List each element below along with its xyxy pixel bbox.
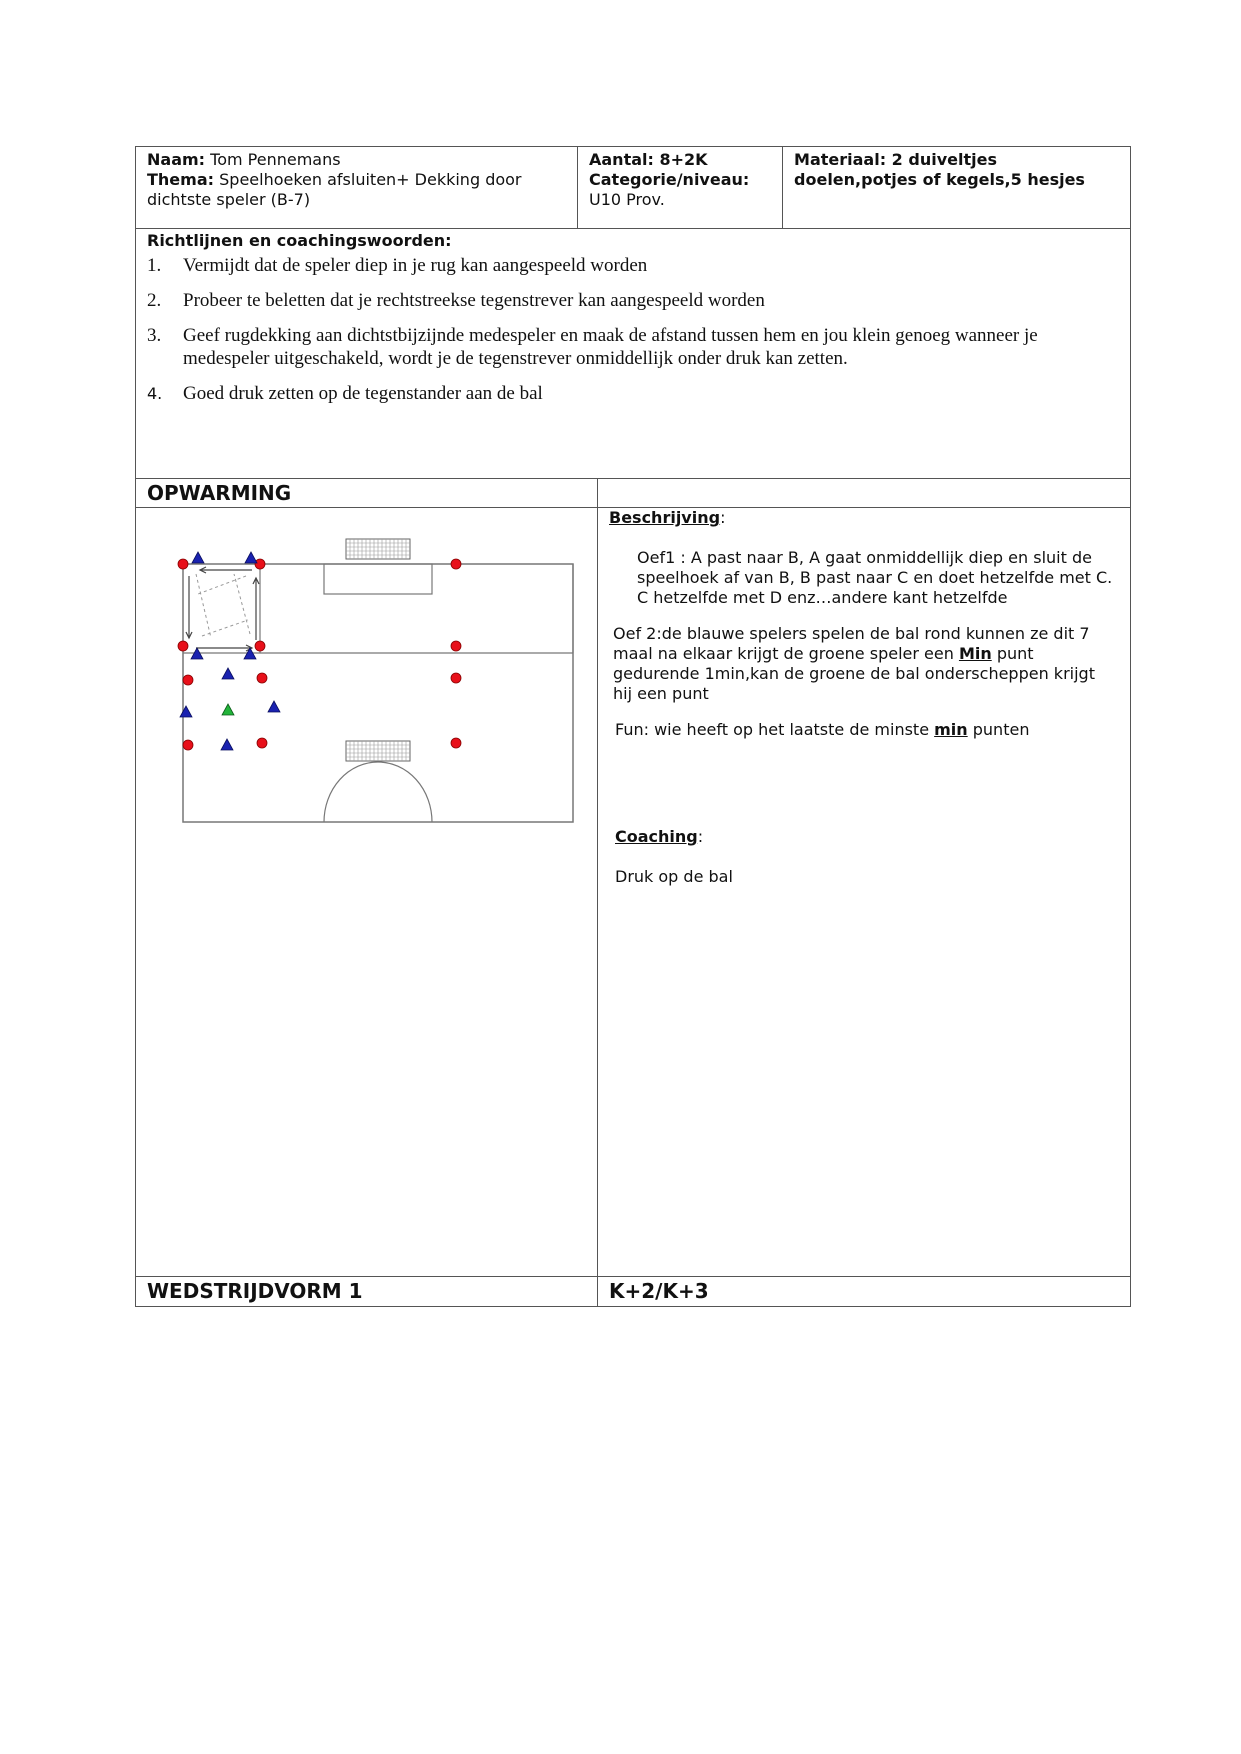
item-number: 2.: [147, 290, 162, 311]
item-text: Geef rugdekking aan dichtstbijzijnde medespeler en maak de afstand tussen hem en jou klein genoeg wanneer je medespeler uitgeschakeld, wordt je de tegenstrever onmiddellijk onder druk kan zetten.: [183, 325, 1038, 369]
colon: :: [720, 508, 726, 527]
description-label: Beschrijving: [609, 508, 721, 527]
fun-bold: min: [934, 720, 968, 739]
coaching-label: Coaching: [615, 827, 698, 846]
goal-box: [324, 564, 432, 594]
blue-player-icon: [180, 706, 192, 717]
oef2-bold: Min: [958, 644, 992, 663]
semicircle: [324, 762, 432, 822]
cone-icon: [257, 738, 267, 748]
cone-icon: [451, 559, 461, 569]
cone-icon: [451, 738, 461, 748]
blue-player-icon: [192, 552, 204, 563]
colon: :: [697, 827, 704, 846]
cone-icon: [451, 673, 461, 683]
blue-player-icon: [268, 701, 280, 712]
aantal: Aantal: 8+2K: [589, 150, 708, 169]
fun-before: Fun: wie heeft op het laatste de minste: [615, 720, 935, 739]
list-item: [147, 289, 1116, 312]
pass-arrows-icon: [186, 567, 259, 651]
categorie-label: Categorie/niveau:: [589, 170, 750, 189]
naam-label: Naam:: [147, 150, 206, 169]
match-title-cell: [136, 1277, 598, 1307]
item-number: 1.: [147, 255, 162, 276]
name-theme-cell: [136, 147, 578, 229]
warmup-content-row: [136, 508, 1131, 1277]
training-form: [135, 146, 1131, 1307]
fun-after: punten: [967, 720, 1030, 739]
session-sheet: [135, 146, 1130, 1307]
list-item: [147, 254, 1116, 277]
thema-label: Thema:: [147, 170, 215, 189]
cone-icon: [178, 559, 188, 569]
guidelines-list: [136, 254, 1130, 405]
oef2-after: punt gedurende 1min,kan de groene de bal onderscheppen krijgt hij een punt: [613, 644, 1095, 703]
cone-icon: [451, 641, 461, 651]
count-category-cell: [578, 147, 783, 229]
warmup-title-cell: [136, 479, 598, 508]
item-text: Goed druk zetten op de tegenstander aan de bal: [183, 383, 543, 404]
item-text: Vermijdt dat de speler diep in je rug kan aangespeeld worden: [183, 255, 648, 276]
green-player-icon: [222, 704, 234, 715]
match-row: [136, 1277, 1131, 1307]
naam-value: Tom Pennemans: [210, 150, 341, 169]
description-cell: [598, 508, 1131, 1277]
coaching-text: Druk op de bal: [615, 867, 733, 886]
categorie-value: U10 Prov.: [589, 190, 665, 209]
list-item: [147, 382, 1116, 405]
blue-player-icon: [222, 668, 234, 679]
blue-player-icon: [245, 552, 257, 563]
warmup-header-row: [136, 479, 1131, 508]
cone-icon: [255, 559, 265, 569]
cones: [178, 559, 461, 750]
cone-icon: [257, 673, 267, 683]
oef1-text: Oef1 : A past naar B, A gaat onmiddellijk diep en sluit de speelhoek af van B, B past naar C en doet hetzelfde met C. C hetzelfde met D enz…andere kant hetzelfde: [637, 548, 1113, 607]
oef2-before: Oef 2:de blauwe spelers spelen de bal rond kunnen ze dit 7 maal na elkaar krijgt de groene speler een: [613, 624, 1090, 663]
material-cell: [783, 147, 1131, 229]
header-row: [136, 147, 1131, 229]
warmup-empty-cell: [598, 479, 1131, 508]
run-arrows-icon: [196, 574, 250, 638]
list-item: [147, 324, 1116, 370]
cone-icon: [183, 740, 193, 750]
match-value: K+2/K+3: [609, 1279, 709, 1303]
description-block: [598, 508, 1130, 887]
match-title: WEDSTRIJDVORM 1: [147, 1279, 363, 1303]
materiaal: Materiaal: 2 duiveltjes doelen,potjes of kegels,5 hesjes: [794, 150, 1085, 189]
thema-value: Speelhoeken afsluiten+ Dekking door dichtste speler (B-7): [147, 170, 522, 209]
blue-players: [180, 552, 280, 750]
fun-text: [615, 720, 1119, 740]
diagram-cell: [136, 508, 598, 1277]
cone-icon: [183, 675, 193, 685]
guidelines-row: [136, 229, 1131, 479]
guidelines-cell: [136, 229, 1131, 479]
oef2-text: [613, 624, 1119, 704]
cone-icon: [178, 641, 188, 651]
cone-icon: [255, 641, 265, 651]
item-text: Probeer te beletten dat je rechtstreekse tegenstrever kan aangespeeld worden: [183, 290, 765, 311]
guidelines-title: Richtlijnen en coachingswoorden:: [147, 231, 452, 250]
blue-player-icon: [221, 739, 233, 750]
match-value-cell: [598, 1277, 1131, 1307]
item-number: 3.: [147, 325, 162, 346]
item-number: 4.: [147, 384, 163, 403]
field-diagram: [136, 508, 606, 828]
warmup-title: OPWARMING: [147, 481, 292, 505]
